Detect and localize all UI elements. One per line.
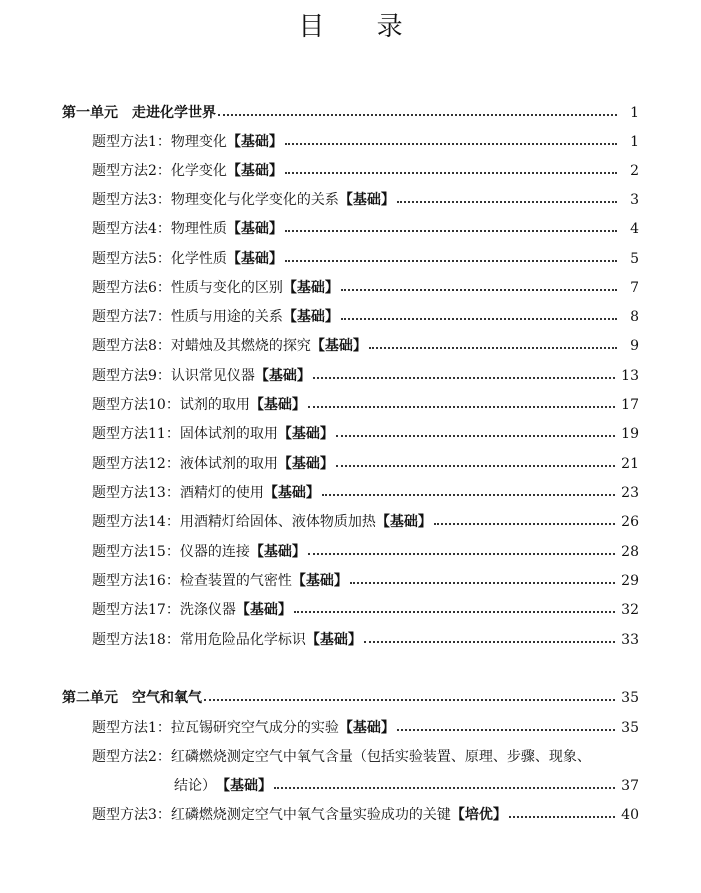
level-tag: 【基础】	[277, 456, 334, 472]
method-label: 题型方法4：	[92, 221, 171, 237]
level-tag: 【基础】	[216, 778, 272, 794]
toc-method-row[interactable]	[92, 424, 639, 444]
toc-method-row[interactable]	[92, 161, 639, 181]
method-topic: 检查装置的气密性	[179, 573, 292, 589]
level-tag: 【基础】	[226, 251, 283, 267]
method-label: 题型方法18：	[92, 632, 180, 648]
page-number: 3	[630, 192, 639, 208]
toc-method-row[interactable]	[92, 132, 639, 152]
method-label: 题型方法1：	[92, 720, 171, 736]
toc-method-row[interactable]	[92, 278, 639, 298]
level-tag: 【基础】	[282, 280, 339, 296]
page-number: 1	[630, 134, 639, 150]
dot-leader	[308, 553, 615, 555]
level-tag: 【培优】	[450, 807, 507, 823]
method-label: 题型方法13：	[92, 485, 180, 501]
toc-method-row[interactable]	[92, 219, 639, 239]
unit-label: 第一单元	[62, 105, 118, 121]
page-title: 目 录	[298, 12, 425, 42]
method-topic: 酒精灯的使用	[179, 485, 264, 501]
dot-leader	[397, 729, 615, 731]
method-label: 题型方法2：	[92, 749, 171, 765]
dot-leader	[285, 172, 617, 174]
level-tag: 【基础】	[226, 221, 283, 237]
toc-method-row[interactable]	[92, 483, 639, 503]
level-tag: 【基础】	[249, 544, 306, 560]
page-number: 5	[630, 251, 639, 267]
page-number: 4	[630, 221, 639, 237]
method-topic: 液体试剂的取用	[179, 456, 278, 472]
toc-method-row[interactable]	[92, 542, 639, 562]
method-topic: 仪器的连接	[179, 544, 250, 560]
dot-leader	[341, 289, 617, 291]
dot-leader	[285, 230, 617, 232]
method-label: 题型方法15：	[92, 544, 180, 560]
level-tag: 【基础】	[291, 573, 348, 589]
toc-method-row[interactable]	[92, 747, 639, 767]
toc-method-row[interactable]	[92, 307, 639, 327]
page-number: 19	[621, 426, 639, 442]
page-number: 37	[621, 778, 639, 794]
toc-method-row[interactable]	[92, 249, 639, 269]
dot-leader	[285, 143, 617, 145]
level-tag: 【基础】	[254, 368, 311, 384]
method-label: 题型方法16：	[92, 573, 180, 589]
toc-method-row[interactable]	[92, 190, 639, 210]
dot-leader	[341, 318, 617, 320]
method-topic: 物理变化与化学变化的关系	[170, 192, 339, 208]
method-topic: 洗涤仪器	[179, 602, 236, 618]
method-label: 题型方法11：	[92, 426, 180, 442]
page-number: 26	[621, 514, 639, 530]
level-tag: 【基础】	[338, 192, 395, 208]
dot-leader	[218, 114, 617, 116]
unit-title: 走进化学世界	[132, 105, 216, 121]
dot-leader	[285, 260, 617, 262]
method-label: 题型方法3：	[92, 192, 171, 208]
unit-title: 空气和氧气	[132, 690, 202, 706]
method-topic: 对蜡烛及其燃烧的探究	[170, 338, 311, 354]
method-label: 题型方法10：	[92, 397, 180, 413]
dot-leader	[204, 699, 615, 701]
method-topic: 物理性质	[170, 221, 227, 237]
dot-leader	[336, 465, 615, 467]
level-tag: 【基础】	[310, 338, 367, 354]
page-number: 17	[621, 397, 639, 413]
method-topic: 试剂的取用	[179, 397, 250, 413]
page-number: 21	[621, 456, 639, 472]
method-label: 题型方法5：	[92, 251, 171, 267]
method-label: 题型方法1：	[92, 134, 171, 150]
page-number: 23	[621, 485, 639, 501]
method-label: 题型方法14：	[92, 514, 180, 530]
dot-leader	[313, 377, 615, 379]
method-label: 题型方法9：	[92, 368, 171, 384]
page-number: 33	[621, 632, 639, 648]
dot-leader	[397, 201, 617, 203]
toc-method-row-continuation[interactable]	[174, 776, 639, 796]
method-topic: 红磷燃烧测定空气中氧气含量实验成功的关键	[170, 807, 451, 823]
dot-leader	[322, 494, 615, 496]
level-tag: 【基础】	[305, 632, 362, 648]
method-topic: 性质与变化的区别	[170, 280, 283, 296]
dot-leader	[369, 347, 617, 349]
toc-method-row[interactable]	[92, 718, 639, 738]
method-label: 题型方法12：	[92, 456, 180, 472]
page-number: 2	[630, 163, 639, 179]
method-topic: 拉瓦锡研究空气成分的实验	[170, 720, 339, 736]
dot-leader	[350, 582, 615, 584]
method-topic: 性质与用途的关系	[170, 309, 283, 325]
dot-leader	[364, 641, 615, 643]
toc-method-row[interactable]	[92, 512, 639, 532]
page-number: 7	[630, 280, 639, 296]
toc-unit-row[interactable]	[62, 688, 639, 708]
method-topic: 物理变化	[170, 134, 227, 150]
level-tag: 【基础】	[375, 514, 432, 530]
toc-method-row[interactable]	[92, 571, 639, 591]
toc-unit-row[interactable]	[62, 103, 639, 123]
method-topic: 常用危险品化学标识	[179, 632, 306, 648]
toc-method-row[interactable]	[92, 805, 639, 825]
method-topic-continuation: 结论）	[174, 778, 216, 794]
method-topic: 固体试剂的取用	[179, 426, 278, 442]
method-label: 题型方法17：	[92, 602, 180, 618]
level-tag: 【基础】	[338, 720, 395, 736]
method-label: 题型方法2：	[92, 163, 171, 179]
page-number: 35	[621, 690, 639, 706]
method-label: 题型方法3：	[92, 807, 171, 823]
dot-leader	[509, 816, 615, 818]
dot-leader	[308, 406, 615, 408]
level-tag: 【基础】	[277, 426, 334, 442]
page-number: 13	[621, 368, 639, 384]
dot-leader	[434, 523, 615, 525]
page-number: 35	[621, 720, 639, 736]
page-number: 29	[621, 573, 639, 589]
page-number: 9	[630, 338, 639, 354]
dot-leader	[274, 787, 615, 789]
unit-label: 第二单元	[62, 690, 118, 706]
level-tag: 【基础】	[263, 485, 320, 501]
toc-method-row[interactable]	[92, 395, 639, 415]
method-label: 题型方法6：	[92, 280, 171, 296]
page-number: 8	[630, 309, 639, 325]
method-topic: 用酒精灯给固体、液体物质加热	[179, 514, 376, 530]
toc-method-row[interactable]	[92, 454, 639, 474]
page-number: 40	[621, 807, 639, 823]
method-topic: 认识常见仪器	[170, 368, 255, 384]
dot-leader	[294, 611, 615, 613]
toc-method-row[interactable]	[92, 336, 639, 356]
level-tag: 【基础】	[235, 602, 292, 618]
method-label: 题型方法8：	[92, 338, 171, 354]
level-tag: 【基础】	[226, 134, 283, 150]
toc-method-row[interactable]	[92, 630, 639, 650]
level-tag: 【基础】	[282, 309, 339, 325]
level-tag: 【基础】	[226, 163, 283, 179]
toc-method-row[interactable]	[92, 600, 639, 620]
page-number: 32	[621, 602, 639, 618]
page-number: 28	[621, 544, 639, 560]
method-label: 题型方法7：	[92, 309, 171, 325]
method-topic: 化学变化	[170, 163, 227, 179]
dot-leader	[336, 435, 615, 437]
method-topic: 红磷燃烧测定空气中氧气含量（包括实验装置、原理、步骤、现象、	[170, 749, 591, 765]
method-topic: 化学性质	[170, 251, 227, 267]
page-number: 1	[630, 105, 639, 121]
level-tag: 【基础】	[249, 397, 306, 413]
toc-method-row[interactable]	[92, 366, 639, 386]
